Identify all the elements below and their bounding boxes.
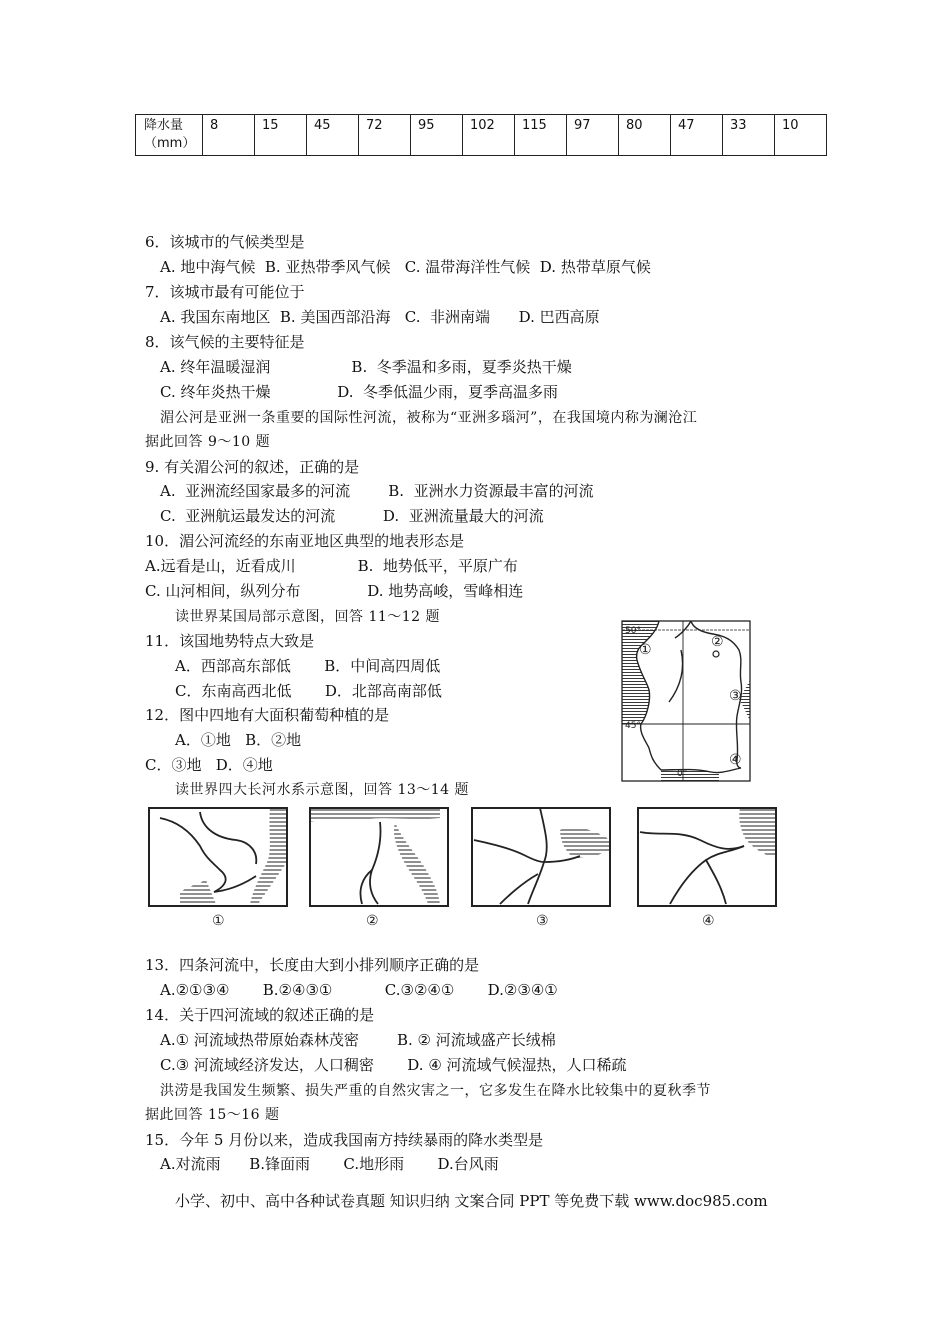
river-maps — [140, 800, 780, 935]
table-cell: 8 — [203, 115, 255, 156]
table-cell: 33 — [723, 115, 775, 156]
table-cell: 102 — [463, 115, 515, 156]
question-11-options-ab: A．西部高东部低 B．中间高四周低 — [175, 657, 441, 675]
question-11-stem: 11．该国地势特点大致是 — [145, 632, 315, 650]
question-8-stem: 8．该气候的主要特征是 — [145, 333, 305, 351]
map-label-2: ② — [711, 634, 724, 650]
table-cell: 15 — [255, 115, 307, 156]
question-14-options-ab: A.① 河流域热带原始森林茂密 B. ② 河流域盛产长绒棉 — [160, 1031, 556, 1049]
passage-flood-line1: 洪涝是我国发生频繁、损失严重的自然灾害之一，它多发生在降水比较集中的夏秋季节 — [160, 1083, 711, 1099]
france-region-map — [621, 620, 751, 782]
question-8-options-cd: C. 终年炎热干燥 D. 冬季低温少雨，夏季高温多雨 — [160, 383, 559, 401]
question-15-stem: 15．今年 5 月份以来，造成我国南方持续暴雨的降水类型是 — [145, 1131, 544, 1149]
river-map-2 — [310, 808, 448, 906]
question-10-options-ab: A.远看是山，近看成川 B. 地势低平，平原广布 — [145, 557, 518, 575]
latitude-45-label: 45° — [625, 721, 641, 731]
question-13-stem: 13．四条河流中，长度由大到小排列顺序正确的是 — [145, 956, 480, 974]
table-header-label: 降水量 — [144, 118, 184, 133]
question-7-options: A. 我国东南地区 B. 美国西部沿海 C. 非洲南端 D. 巴西高原 — [160, 308, 600, 326]
table-cell: 95 — [411, 115, 463, 156]
table-cell: 80 — [619, 115, 671, 156]
table-header-unit: （mm） — [144, 136, 196, 151]
table-cell: 97 — [567, 115, 619, 156]
question-14-stem: 14．关于四河流域的叙述正确的是 — [145, 1006, 375, 1024]
table-cell: 72 — [359, 115, 411, 156]
passage-mekong-line2: 据此回答 9～10 题 — [145, 434, 271, 450]
table-cell: 45 — [307, 115, 359, 156]
question-9-stem: 9. 有关湄公河的叙述，正确的是 — [145, 458, 360, 476]
question-9-options-ab: A. 亚洲流经国家最多的河流 B. 亚洲水力资源最丰富的河流 — [160, 482, 594, 500]
question-6-stem: 6．该城市的气候类型是 — [145, 233, 305, 251]
latitude-50-label: 50° — [625, 626, 641, 636]
question-10-stem: 10．湄公河流经的东南亚地区典型的地表形态是 — [145, 532, 465, 550]
river-map-1 — [149, 808, 287, 906]
question-15-options: A.对流雨 B.锋面雨 C.地形雨 D.台风雨 — [160, 1155, 499, 1173]
river-map-3 — [472, 808, 610, 906]
river-label-3: ③ — [536, 913, 549, 929]
longitude-0-label: 0° — [677, 769, 688, 779]
footer-text: 小学、初中、高中各种试卷真题 知识归纳 文案合同 PPT 等免费下载 www.doc985.com — [175, 1192, 768, 1210]
city-marker — [713, 651, 719, 657]
passage-mekong-line1: 湄公河是亚洲一条重要的国际性河流，被称为“亚洲多瑙河”，在我国境内称为澜沧江 — [160, 410, 698, 426]
river-label-4: ④ — [702, 913, 715, 929]
question-8-options-ab: A. 终年温暖湿润 B. 冬季温和多雨，夏季炎热干燥 — [160, 358, 572, 376]
question-7-stem: 7．该城市最有可能位于 — [145, 283, 305, 301]
question-14-options-cd: C.③ 河流域经济发达，人口稠密 D. ④ 河流域气候湿热，人口稀疏 — [160, 1056, 627, 1074]
map-label-3: ③ — [729, 688, 742, 704]
question-6-options: A. 地中海气候 B. 亚热带季风气候 C. 温带海洋性气候 D. 热带草原气候 — [160, 258, 651, 276]
precipitation-table — [135, 114, 827, 156]
river-label-2: ② — [366, 913, 379, 929]
question-13-options: A.②①③④ B.②④③① C.③②④① D.②③④① — [160, 981, 558, 999]
table-cell: 115 — [515, 115, 567, 156]
question-10-options-cd: C. 山河相间，纵列分布 D. 地势高峻，雪峰相连 — [145, 582, 524, 600]
table-cell: 10 — [775, 115, 827, 156]
river-label-1: ① — [212, 913, 225, 929]
table-cell: 47 — [671, 115, 723, 156]
question-12-options-ab: A．①地 B．②地 — [175, 731, 302, 749]
question-12-stem: 12．图中四地有大面积葡萄种植的是 — [145, 706, 390, 724]
table-row — [136, 115, 827, 156]
passage-france-intro: 读世界某国局部示意图，回答 11～12 题 — [175, 609, 441, 625]
passage-flood-line2: 据此回答 15～16 题 — [145, 1107, 280, 1123]
map-label-4: ④ — [729, 752, 742, 768]
table-header-cell — [136, 115, 203, 156]
question-11-options-cd: C．东南高西北低 D．北部高南部低 — [175, 682, 442, 700]
question-12-options-cd: C．③地 D．④地 — [145, 756, 273, 774]
question-9-options-cd: C. 亚洲航运最发达的河流 D. 亚洲流量最大的河流 — [160, 507, 544, 525]
map-label-1: ① — [639, 642, 652, 658]
river-map-4 — [638, 808, 776, 906]
passage-rivers-intro: 读世界四大长河水系示意图，回答 13～14 题 — [175, 782, 470, 798]
